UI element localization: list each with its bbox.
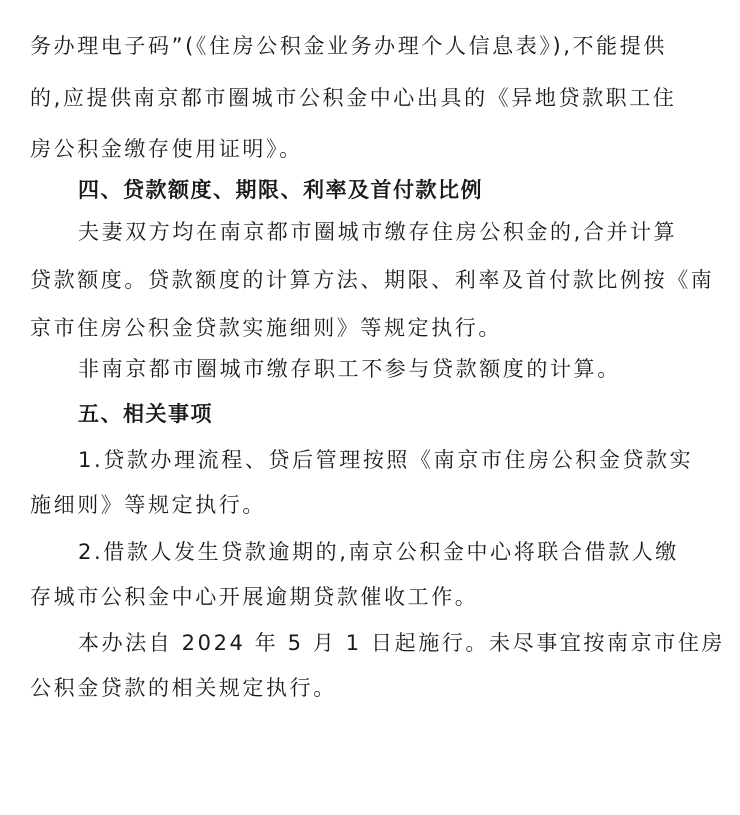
paragraph-line: 非南京都市圈城市缴存职工不参与贷款额度的计算。 bbox=[78, 357, 621, 381]
paragraph-line: 本办法自 2024 年 5 月 1 日起施行。未尽事宜按南京市住房 bbox=[78, 631, 726, 655]
paragraph-line: 房公积金缴存使用证明》。 bbox=[30, 137, 303, 161]
list-item: 2.借款人发生贷款逾期的,南京公积金中心将联合借款人缴 bbox=[78, 540, 679, 564]
paragraph-line: 贷款额度。贷款额度的计算方法、期限、利率及首付款比例按《南 bbox=[30, 268, 715, 292]
list-item-continuation: 存城市公积金中心开展逾期贷款催收工作。 bbox=[30, 585, 479, 609]
section-heading: 四、贷款额度、期限、利率及首付款比例 bbox=[78, 178, 483, 202]
list-item-continuation: 施细则》等规定执行。 bbox=[30, 493, 266, 517]
paragraph-line: 夫妻双方均在南京都市圈城市缴存住房公积金的,合并计算 bbox=[78, 220, 678, 244]
list-item: 1.贷款办理流程、贷后管理按照《南京市住房公积金贷款实 bbox=[78, 448, 694, 472]
paragraph-line: 的,应提供南京都市圈城市公积金中心出具的《异地贷款职工住 bbox=[30, 86, 677, 110]
paragraph-line: 务办理电子码”(《住房公积金业务办理个人信息表》),不能提供 bbox=[30, 34, 667, 58]
paragraph-line: 京市住房公积金贷款实施细则》等规定执行。 bbox=[30, 316, 502, 340]
section-heading: 五、相关事项 bbox=[78, 402, 213, 426]
paragraph-line: 公积金贷款的相关规定执行。 bbox=[30, 676, 337, 700]
